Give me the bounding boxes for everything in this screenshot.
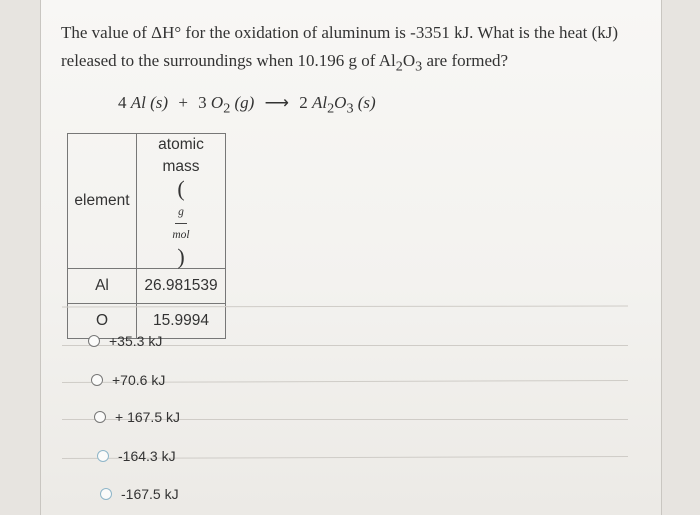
answer-option[interactable]: [100, 486, 179, 502]
answer-label: -167.5 kJ: [121, 486, 179, 502]
answer-label: +70.6 kJ: [112, 372, 166, 388]
subscript: 3: [415, 58, 423, 75]
coefficient: 3: [198, 93, 207, 112]
answer-option[interactable]: [88, 333, 162, 349]
table-cell-mass: 26.981539: [137, 269, 226, 304]
subscript: 3: [346, 100, 354, 117]
reaction-arrow-icon: ⟶: [264, 93, 289, 112]
header-element: element: [68, 134, 137, 269]
answer-label: +35.3 kJ: [109, 333, 163, 349]
radio-button[interactable]: [100, 488, 112, 500]
answer-label: -164.3 kJ: [118, 448, 176, 464]
state-label: (s): [357, 93, 376, 112]
unit-numerator: g: [175, 201, 187, 224]
reactant-o2: O: [210, 93, 224, 112]
state-label: (g): [234, 93, 255, 112]
answer-option[interactable]: [94, 409, 180, 425]
answer-label: + 167.5 kJ: [115, 409, 180, 425]
subscript: 2: [223, 100, 231, 117]
header-atomic-mass: [137, 134, 226, 269]
radio-button[interactable]: [91, 374, 103, 386]
table-cell-element: Al: [68, 269, 137, 304]
answer-option[interactable]: [91, 372, 165, 388]
atomic-mass-table: [67, 133, 226, 339]
radio-button[interactable]: [88, 335, 100, 347]
header-mass: mass: [162, 158, 200, 175]
question-part: are formed?: [422, 51, 509, 70]
product-o: O: [334, 93, 347, 112]
subscript: 2: [327, 100, 335, 117]
reactant-al: Al: [130, 93, 146, 112]
product-al: Al: [311, 93, 328, 112]
table-cell-element: O: [68, 304, 137, 339]
table-cell-mass: 15.9994: [137, 304, 226, 339]
header-atomic: atomic: [158, 136, 204, 153]
chemical-equation: [118, 93, 376, 117]
radio-button[interactable]: [97, 450, 109, 462]
unit-denominator: mol: [172, 229, 190, 241]
coefficient: 4: [118, 93, 127, 112]
coefficient: 2: [299, 93, 308, 112]
plus-sign: +: [178, 93, 188, 112]
question-part: O: [402, 51, 416, 70]
radio-button[interactable]: [94, 411, 106, 423]
subscript: 2: [395, 58, 403, 75]
question-part: The value of ΔH° for the oxidation of aluminum is -3351 kJ. What is the heat (kJ) released to the surroundings when 10.196 g of Al: [61, 23, 619, 70]
unit-fraction: ( g mol ): [172, 176, 190, 269]
answer-option[interactable]: [97, 448, 176, 464]
state-label: (s): [150, 93, 169, 112]
question-text: [61, 19, 651, 80]
